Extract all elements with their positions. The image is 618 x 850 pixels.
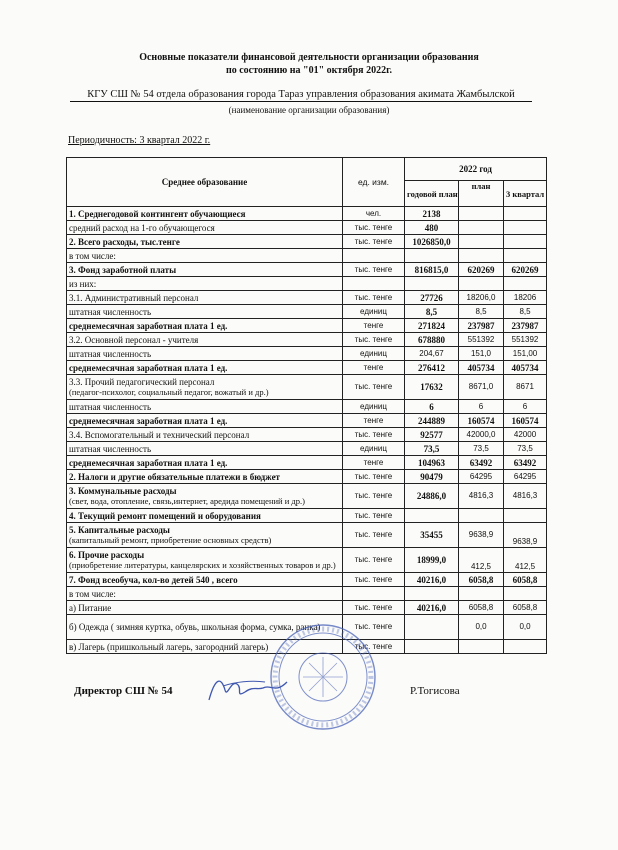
row-annual-plan: 8,5 [405, 305, 459, 319]
row-label: 3. Коммунальные расходы (свет, вода, отопление, связь,интернет, аредида помещений и др.) [67, 484, 343, 509]
row-annual-plan: 2138 [405, 207, 459, 221]
row-plan: 412,5 [459, 548, 504, 573]
row-q3 [504, 235, 547, 249]
row-q3: 237987 [504, 319, 547, 333]
row-label: в том числе: [67, 587, 343, 601]
row-q3: 6058,8 [504, 573, 547, 587]
table-row [67, 400, 547, 414]
table-row [67, 601, 547, 615]
row-unit: тыс. тенге [343, 523, 405, 548]
row-plan: 8671,0 [459, 375, 504, 400]
row-q3: 8,5 [504, 305, 547, 319]
header-unit: ед. изм. [343, 158, 405, 207]
header-q3: 3 квартал [504, 181, 547, 207]
table-row [67, 442, 547, 456]
row-label: средний расход на 1-го обучающегося [67, 221, 343, 235]
row-q3: 4816,3 [504, 484, 547, 509]
row-unit: тенге [343, 456, 405, 470]
row-annual-plan: 6 [405, 400, 459, 414]
row-unit: тыс. тенге [343, 221, 405, 235]
row-annual-plan: 271824 [405, 319, 459, 333]
row-annual-plan [405, 640, 459, 654]
row-plan [459, 640, 504, 654]
row-annual-plan [405, 277, 459, 291]
table-row [67, 587, 547, 601]
row-annual-plan [405, 509, 459, 523]
row-annual-plan [405, 587, 459, 601]
table-row [67, 277, 547, 291]
row-label: среднемесячная заработная плата 1 ед. [67, 319, 343, 333]
row-plan: 0,0 [459, 615, 504, 640]
row-unit: тыс. тенге [343, 615, 405, 640]
row-unit [343, 587, 405, 601]
table-row [67, 207, 547, 221]
row-q3: 63492 [504, 456, 547, 470]
row-q3: 64295 [504, 470, 547, 484]
row-q3: 9638,9 [504, 523, 547, 548]
row-label: 3.4. Вспомогательный и технический персонал [67, 428, 343, 442]
row-q3 [504, 640, 547, 654]
table-row [67, 456, 547, 470]
header-plan-year: годовой план [405, 181, 459, 207]
row-plan: 73,5 [459, 442, 504, 456]
row-annual-plan: 244889 [405, 414, 459, 428]
organization-caption: (наименование организации образования) [228, 105, 390, 115]
table-row [67, 375, 547, 400]
row-unit: тыс. тенге [343, 640, 405, 654]
row-q3 [504, 221, 547, 235]
row-unit: тыс. тенге [343, 470, 405, 484]
row-unit: тыс. тенге [343, 548, 405, 573]
table-row [67, 347, 547, 361]
header-year: 2022 год [405, 158, 547, 181]
row-annual-plan: 816815,0 [405, 263, 459, 277]
row-label: 5. Капитальные расходы (капитальный ремонт, приобретение основных средств) [67, 523, 343, 548]
row-label: а) Питание [67, 601, 343, 615]
row-plan: 18206,0 [459, 291, 504, 305]
row-unit: тыс. тенге [343, 291, 405, 305]
row-label: 3.3. Прочий педагогический персонал (педагог-психолог, социальный педагог, вожатый и др.) [67, 375, 343, 400]
row-unit: тыс. тенге [343, 333, 405, 347]
row-plan: 4816,3 [459, 484, 504, 509]
row-q3: 151,00 [504, 347, 547, 361]
row-label: 4. Текущий ремонт помещений и оборудования [67, 509, 343, 523]
table-row [67, 361, 547, 375]
periodicity: Периодичность: 3 квартал 2022 г. [68, 135, 211, 146]
row-plan [459, 249, 504, 263]
row-label: из них: [67, 277, 343, 291]
row-unit: тыс. тенге [343, 573, 405, 587]
row-plan [459, 207, 504, 221]
row-label: среднемесячная заработная плата 1 ед. [67, 456, 343, 470]
row-q3 [504, 249, 547, 263]
row-label: 7. Фонд всеобуча, кол-во детей 540 , всего [67, 573, 343, 587]
table-row [67, 319, 547, 333]
row-q3: 160574 [504, 414, 547, 428]
row-q3: 620269 [504, 263, 547, 277]
row-annual-plan: 27726 [405, 291, 459, 305]
row-label: 3.2. Основной персонал - учителя [67, 333, 343, 347]
table-row [67, 235, 547, 249]
row-plan: 551392 [459, 333, 504, 347]
row-annual-plan: 17632 [405, 375, 459, 400]
row-unit: тыс. тенге [343, 235, 405, 249]
row-plan [459, 587, 504, 601]
report-title: Основные показатели финансовой деятельности организации образования [139, 52, 479, 63]
table-row [67, 249, 547, 263]
row-label: в том числе: [67, 249, 343, 263]
row-q3: 42000 [504, 428, 547, 442]
row-label: 2. Налоги и другие обязательные платежи в бюджет [67, 470, 343, 484]
row-unit: чел. [343, 207, 405, 221]
row-unit [343, 249, 405, 263]
row-q3: 0,0 [504, 615, 547, 640]
row-unit: единиц [343, 400, 405, 414]
row-label: 3.1. Административный персонал [67, 291, 343, 305]
table-row [67, 523, 547, 548]
organization-name: КГУ СШ № 54 отдела образования города Тараз управления образования акимата Жамбылской [70, 89, 532, 102]
row-unit: тенге [343, 319, 405, 333]
row-unit: тенге [343, 361, 405, 375]
row-annual-plan: 1026850,0 [405, 235, 459, 249]
row-plan: 405734 [459, 361, 504, 375]
row-label: штатная численность [67, 442, 343, 456]
row-plan: 160574 [459, 414, 504, 428]
row-plan [459, 221, 504, 235]
header-plan: план [459, 181, 504, 207]
row-label: 3. Фонд заработной платы [67, 263, 343, 277]
row-plan: 620269 [459, 263, 504, 277]
row-plan: 8,5 [459, 305, 504, 319]
row-label: в) Лагерь (пришкольный лагерь, загородний лагерь) [67, 640, 343, 654]
row-label: 6. Прочие расходы (приобретение литературы, канцелярских и хозяйственных товаров и др.) [67, 548, 343, 573]
row-plan: 6058,8 [459, 601, 504, 615]
row-plan [459, 235, 504, 249]
row-annual-plan: 40216,0 [405, 573, 459, 587]
table-row [67, 291, 547, 305]
row-annual-plan: 24886,0 [405, 484, 459, 509]
row-plan [459, 277, 504, 291]
row-label: б) Одежда ( зимняя куртка, обувь, школьная форма, сумка, ранка) [67, 615, 343, 640]
row-unit: единиц [343, 442, 405, 456]
row-annual-plan [405, 249, 459, 263]
row-unit: тыс. тенге [343, 601, 405, 615]
row-label: штатная численность [67, 347, 343, 361]
row-annual-plan: 204,67 [405, 347, 459, 361]
row-label: 1. Среднегодовой контингент обучающиеся [67, 207, 343, 221]
table-row [67, 221, 547, 235]
director-label: Директор СШ № 54 [74, 685, 173, 697]
row-plan: 6 [459, 400, 504, 414]
row-q3 [504, 509, 547, 523]
row-unit: единиц [343, 347, 405, 361]
row-annual-plan: 92577 [405, 428, 459, 442]
row-q3: 412,5 [504, 548, 547, 573]
row-unit: единиц [343, 305, 405, 319]
row-plan: 9638,9 [459, 523, 504, 548]
table-row [67, 509, 547, 523]
row-label: среднемесячная заработная плата 1 ед. [67, 414, 343, 428]
row-q3 [504, 277, 547, 291]
table-row [67, 484, 547, 509]
row-q3 [504, 207, 547, 221]
row-unit: тыс. тенге [343, 509, 405, 523]
row-unit: тыс. тенге [343, 428, 405, 442]
row-label: среднемесячная заработная плата 1 ед. [67, 361, 343, 375]
table-row [67, 470, 547, 484]
row-annual-plan: 73,5 [405, 442, 459, 456]
row-q3: 405734 [504, 361, 547, 375]
table-row [67, 414, 547, 428]
row-q3: 73,5 [504, 442, 547, 456]
row-unit [343, 277, 405, 291]
row-unit: тыс. тенге [343, 484, 405, 509]
table-row [67, 428, 547, 442]
row-plan: 64295 [459, 470, 504, 484]
table-body [67, 207, 547, 654]
row-plan: 42000,0 [459, 428, 504, 442]
row-annual-plan: 35455 [405, 523, 459, 548]
row-label: 2. Всего расходы, тыс.тенге [67, 235, 343, 249]
row-q3: 18206 [504, 291, 547, 305]
row-label: штатная численность [67, 400, 343, 414]
row-annual-plan: 18999,0 [405, 548, 459, 573]
row-plan: 151,0 [459, 347, 504, 361]
table-row [67, 263, 547, 277]
row-q3: 6058,8 [504, 601, 547, 615]
row-plan [459, 509, 504, 523]
row-annual-plan: 678880 [405, 333, 459, 347]
row-annual-plan: 104963 [405, 456, 459, 470]
row-annual-plan [405, 615, 459, 640]
report-date: по состоянию на "01" октября 2022г. [225, 65, 392, 76]
row-annual-plan: 276412 [405, 361, 459, 375]
row-q3: 8671 [504, 375, 547, 400]
row-annual-plan: 40216,0 [405, 601, 459, 615]
row-unit: тыс. тенге [343, 375, 405, 400]
row-q3: 6 [504, 400, 547, 414]
row-unit: тенге [343, 414, 405, 428]
row-label: штатная численность [67, 305, 343, 319]
row-q3 [504, 587, 547, 601]
row-annual-plan: 90479 [405, 470, 459, 484]
row-plan: 6058,8 [459, 573, 504, 587]
header-name: Среднее образование [67, 158, 343, 207]
row-plan: 237987 [459, 319, 504, 333]
financial-table [66, 157, 547, 654]
table-row [67, 548, 547, 573]
row-annual-plan: 480 [405, 221, 459, 235]
table-row [67, 305, 547, 319]
row-q3: 551392 [504, 333, 547, 347]
table-row [67, 333, 547, 347]
director-name: Р.Тогисова [410, 685, 460, 697]
official-seal-image [268, 622, 378, 732]
table-row [67, 573, 547, 587]
row-unit: тыс. тенге [343, 263, 405, 277]
row-plan: 63492 [459, 456, 504, 470]
